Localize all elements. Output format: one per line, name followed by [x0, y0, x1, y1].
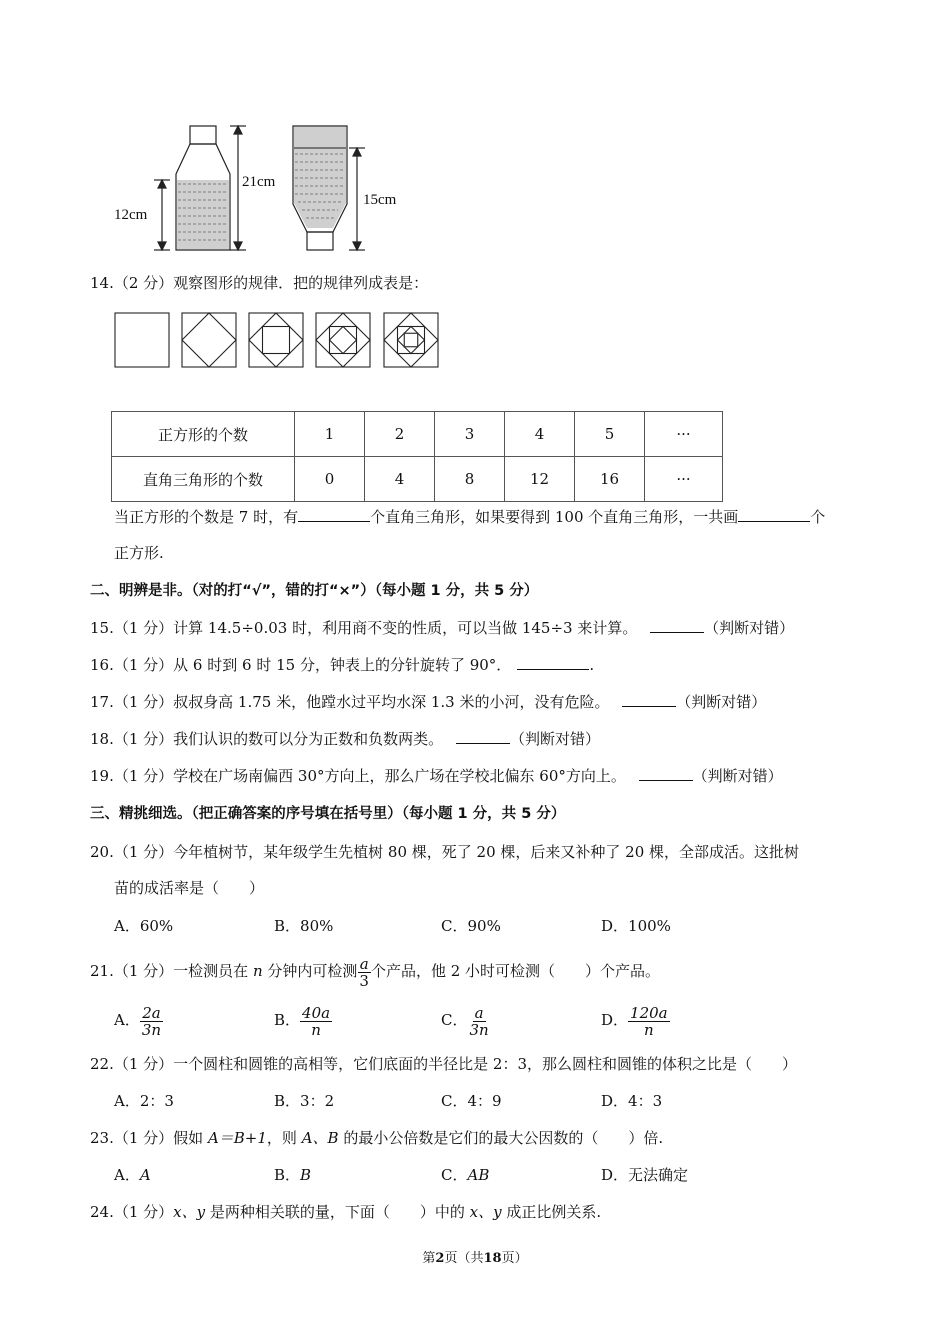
q21-post: 个产品，他 2 小时可检测（ ）个产品。 — [370, 962, 661, 980]
q15-text: 15.（1 分）计算 14.5÷0.03 时，利用商不变的性质，可以当做 145÷3 来计算。 — [90, 619, 638, 637]
option-letter: D． — [601, 1011, 629, 1029]
question-16 — [90, 655, 594, 675]
upright-bottle — [176, 126, 230, 250]
q19-text: 19.（1 分）学校在广场南偏西 30°方向上，那么广场在学校北偏东 60°方向上。 — [90, 767, 626, 785]
option-d[interactable]: D．4：3 — [601, 1092, 663, 1110]
q21-mid: 分钟内可检测 — [262, 962, 358, 980]
q24-mid: 是两种相关联的量，下面（ ）中的 — [205, 1203, 470, 1221]
option-c[interactable]: C．AB — [441, 1166, 490, 1184]
fraction-denominator: 3n — [469, 1020, 489, 1039]
option-b[interactable] — [274, 1001, 332, 1039]
q23-mid: ，则 — [266, 1129, 302, 1147]
q24-post: 成正比例关系. — [501, 1203, 602, 1221]
question-18 — [90, 729, 600, 749]
q21-pre: 21.（1 分）一检测员在 — [90, 962, 253, 980]
label-12cm: 12cm — [114, 207, 148, 223]
answer-blank[interactable] — [456, 729, 510, 744]
fraction-denominator: n — [643, 1020, 654, 1039]
option-c[interactable]: C．90% — [441, 917, 501, 935]
option-c[interactable] — [441, 1001, 491, 1039]
q19-tail: （判断对错） — [692, 767, 783, 785]
section-3-heading: 三、精挑细选。（把正确答案的序号填在括号里）（每小题 1 分，共 5 分） — [90, 806, 566, 822]
page-footer: 第2页（共18页） — [422, 1251, 528, 1266]
pattern-table — [111, 411, 723, 502]
label-15cm: 15cm — [363, 192, 397, 208]
fraction-numerator: a — [474, 1003, 484, 1022]
q23-pre: 23.（1 分）假如 — [90, 1129, 208, 1147]
option-d[interactable] — [601, 1001, 670, 1039]
fraction-denominator: 3 — [359, 971, 369, 990]
page-number: 2 — [435, 1251, 445, 1266]
question-24 — [90, 1202, 601, 1222]
answer-blank[interactable] — [622, 692, 676, 707]
fraction-denominator: n — [311, 1020, 321, 1039]
q24-vars2: x、y — [469, 1203, 502, 1221]
question-19 — [90, 766, 783, 786]
q15-tail: （判断对错） — [704, 619, 795, 637]
fraction-numerator: 2a — [142, 1003, 161, 1022]
q14-line1-c: 个 — [810, 508, 826, 526]
question-20-line2: 苗的成活率是（ ） — [114, 879, 265, 897]
option-a[interactable]: A．A — [114, 1166, 151, 1184]
option-d[interactable]: D．无法确定 — [601, 1166, 689, 1184]
q24-pre: 24.（1 分） — [90, 1203, 174, 1221]
answer-blank[interactable] — [738, 507, 810, 522]
q17-text: 17.（1 分）叔叔身高 1.75 米，他蹚水过平均水深 1.3 米的小河，没有危险。 — [90, 693, 610, 711]
dimension-12cm — [154, 180, 170, 250]
question-23 — [90, 1128, 663, 1148]
row1-label: 正方形的个数 — [112, 412, 295, 457]
q16-text: 16.（1 分）从 6 时到 6 时 15 分，钟表上的分针旋转了 90°． — [90, 656, 512, 674]
table-cell: 12 — [505, 457, 575, 502]
q18-tail: （判断对错） — [509, 730, 600, 748]
answer-blank[interactable] — [639, 766, 693, 781]
q14-line1-a: 当正方形的个数是 7 时，有 — [114, 508, 299, 526]
table-cell: 2 — [365, 412, 435, 457]
table-row — [112, 412, 723, 457]
inverted-bottle — [293, 126, 347, 250]
question-15 — [90, 618, 794, 638]
q23-post: 的最小公倍数是它们的最大公因数的（ ）倍. — [338, 1129, 664, 1147]
q21-var-n: n — [252, 962, 263, 980]
q24-vars1: x、y — [173, 1203, 206, 1221]
table-cell: 1 — [295, 412, 365, 457]
option-d[interactable]: D．100% — [601, 917, 671, 935]
option-a[interactable]: A．2：3 — [114, 1092, 174, 1110]
question-14 — [90, 273, 428, 293]
q14-text: （2 分）观察图形的规律．把的规律列成表是： — [113, 274, 429, 292]
fraction-denominator: 3n — [141, 1020, 162, 1039]
table-cell: 0 — [295, 457, 365, 502]
q21-fraction — [357, 956, 371, 989]
fraction-numerator: 40a — [302, 1003, 331, 1022]
label-21cm: 21cm — [242, 174, 276, 190]
nested-squares-figure — [114, 311, 444, 369]
q16-tail: . — [589, 656, 595, 674]
table-cell: ··· — [645, 457, 723, 502]
q14-number: 14. — [90, 274, 114, 292]
fraction-numerator: 120a — [630, 1003, 668, 1022]
section-2-heading: 二、明辨是非。（对的打“√”，错的打“×”）（每小题 1 分，共 5 分） — [90, 583, 539, 599]
table-cell: 4 — [505, 412, 575, 457]
question-17 — [90, 692, 766, 712]
table-cell: 4 — [365, 457, 435, 502]
q23-expression: A＝B+1 — [207, 1129, 267, 1147]
option-letter: C． — [441, 1011, 468, 1029]
q14-line1-b: 个直角三角形，如果要得到 100 个直角三角形，一共画 — [370, 508, 739, 526]
bottle-figure — [110, 118, 420, 258]
option-b[interactable]: B．3：2 — [274, 1092, 335, 1110]
fraction-numerator: a — [359, 954, 369, 973]
option-c[interactable]: C．4：9 — [441, 1092, 502, 1110]
option-b[interactable]: B．80% — [274, 917, 334, 935]
answer-blank[interactable] — [650, 618, 704, 633]
question-20-line1: 20.（1 分）今年植树节，某年级学生先植树 80 棵，死了 20 棵，后来又补种了 20 棵，全部成活。这批树 — [90, 843, 800, 861]
option-b[interactable]: B．B — [274, 1166, 312, 1184]
table-cell: 3 — [435, 412, 505, 457]
option-a[interactable] — [114, 1001, 163, 1039]
q14-line2: 正方形. — [114, 544, 164, 562]
row2-label: 直角三角形的个数 — [112, 457, 295, 502]
question-21 — [90, 952, 660, 990]
total-pages: 18 — [483, 1251, 502, 1266]
option-a[interactable]: A．60% — [114, 917, 174, 935]
table-cell: ··· — [645, 412, 723, 457]
table-cell: 8 — [435, 457, 505, 502]
answer-blank[interactable] — [298, 507, 370, 522]
q23-vars: A、B — [301, 1129, 339, 1147]
option-letter: B． — [274, 1011, 301, 1029]
q17-tail: （判断对错） — [676, 693, 767, 711]
table-cell: 16 — [575, 457, 645, 502]
option-letter: A． — [114, 1011, 140, 1029]
answer-blank[interactable] — [517, 655, 589, 670]
table-cell: 5 — [575, 412, 645, 457]
q14-followup — [114, 507, 825, 527]
question-22: 22.（1 分）一个圆柱和圆锥的高相等，它们底面的半径比是 2：3，那么圆柱和圆锥的体积之比是（ ） — [90, 1055, 798, 1073]
table-row — [112, 457, 723, 502]
q18-text: 18.（1 分）我们认识的数可以分为正数和负数两类。 — [90, 730, 444, 748]
